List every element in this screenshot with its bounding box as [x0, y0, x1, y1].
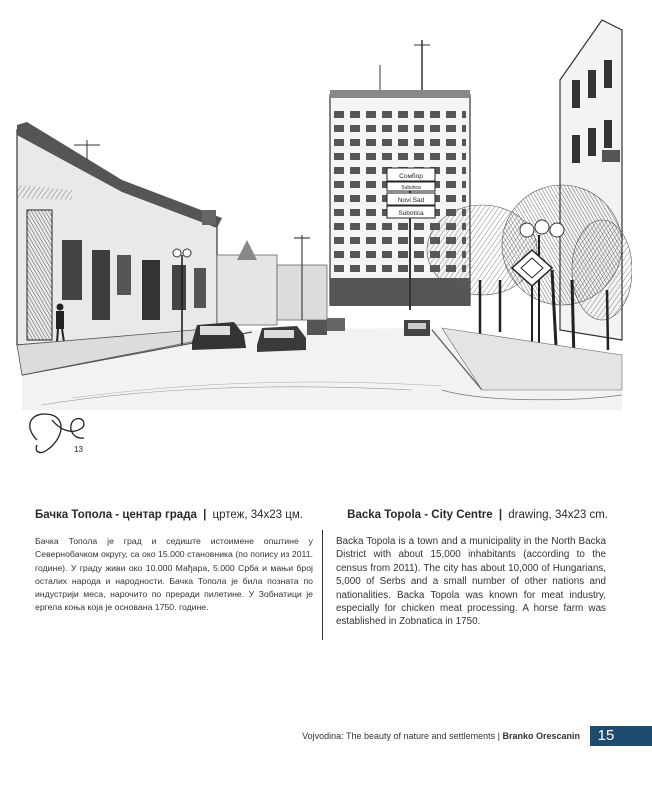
- caption-detail-sr: цртеж, 34x23 цм.: [212, 509, 303, 521]
- artist-signature: [30, 414, 84, 454]
- caption-separator: |: [203, 509, 207, 521]
- column-divider: [322, 530, 323, 640]
- body-text-serbian: Бачка Топола је град и седиште истоимене општине у Севернобачком округу, са око 15.000 становника (по попису из 2011. године). У граду живи око 10.000 Мађара, 5.000 Срба и мањи број осталих народа и народности. Бачка Топола је била позната по индустрији меса, нарочито по преради пилетине. У Зобнатици је ергела коња која је основана 1750. године.: [35, 536, 313, 613]
- body-text-english: Backa Topola is a town and a municipality in the North Backa District with about 15,000 inhabitants (according to the census from 2011). The city has about 10,000 of Hungarians, 5,000 of Serbs and a small number of other nations and nationalities. Backa Topola was known for meat industry, especially for chicken meat processing. A horse farm was established in Zobnatica in 1750.: [336, 536, 606, 628]
- running-footer: [302, 730, 580, 742]
- page-number: 15: [597, 727, 615, 744]
- sign-label: Subotica: [401, 185, 421, 191]
- distant-buildings: [217, 235, 327, 325]
- caption-title-sr: Бачка Топола - центар града: [35, 509, 197, 521]
- sign-label: Subotica: [398, 210, 424, 217]
- author-name: Branko Orescanin: [502, 731, 580, 741]
- left-buildings: [17, 122, 222, 345]
- caption-detail-en: drawing, 34x23 cm.: [508, 509, 608, 521]
- book-title: Vojvodina: The beauty of nature and settlements: [302, 731, 496, 741]
- page-number-box: [590, 726, 652, 746]
- street-drawing-svg: [12, 10, 632, 480]
- street-drawing: [12, 10, 632, 480]
- footer-separator: |: [497, 731, 500, 741]
- caption-english: [328, 508, 608, 522]
- sign-label: Сомбор: [399, 173, 423, 180]
- caption-serbian: [35, 508, 305, 522]
- caption-title-en: Backa Topola - City Centre: [347, 509, 493, 521]
- sign-label: Novi Sad: [397, 197, 425, 204]
- signature-year: 13: [74, 445, 83, 454]
- caption-separator: |: [498, 509, 503, 521]
